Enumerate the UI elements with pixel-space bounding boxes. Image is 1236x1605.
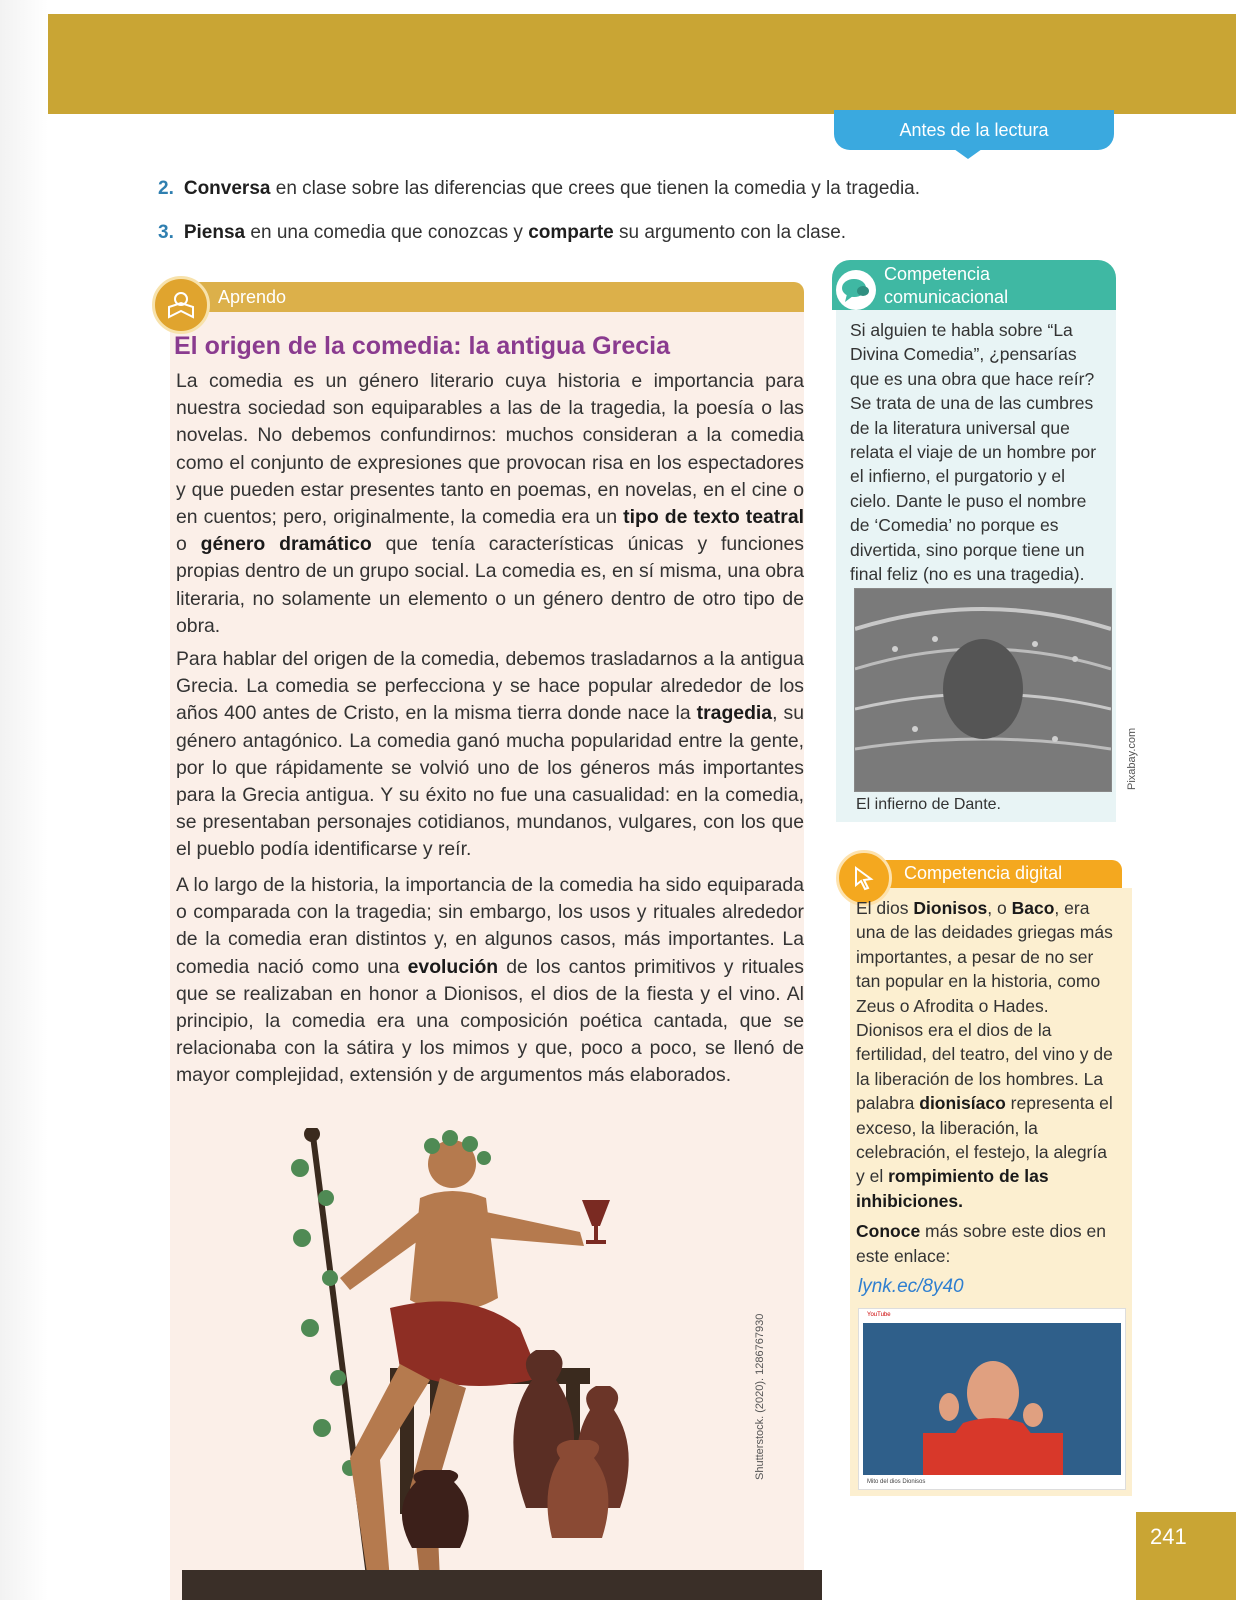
bold-term: dionisíaco	[919, 1093, 1006, 1114]
bold-term: género dramático	[200, 533, 372, 556]
text-run: más sobre este dios en este enlace:	[856, 1221, 1106, 1266]
header-title-line1: Competencia	[884, 264, 991, 284]
bold-term: Baco	[1011, 898, 1055, 918]
aprendo-label: Aprendo	[218, 287, 287, 307]
top-header-band	[48, 14, 1236, 114]
illustration-floor	[182, 1570, 822, 1600]
header-title: Competencia digital	[904, 863, 1063, 883]
video-platform-label: YouTube	[867, 1312, 891, 1318]
page-edge	[0, 0, 48, 1600]
bold-term: evolución	[407, 955, 499, 978]
conoce-line	[856, 1219, 1120, 1268]
question-text: su argumento con la clase.	[613, 222, 847, 243]
dionysus-illustration	[240, 1128, 660, 1600]
question-verb: Piensa	[183, 222, 246, 243]
speech-bubble-icon	[836, 270, 876, 310]
paragraph-1	[176, 368, 804, 640]
text-run: La comedia es un género literario cuya historia e importancia para nuestra sociedad son equiparables a las de la tragedia, la poesía o las novelas. No debemos confundirnos: muchos consideran a la comedia como el conjunto de expresiones que provocan risa en los espectadores y que pueden estar presentes tanto en poemas, en novelas, en el cine o en cuentos; pero, originalmente, la comedia era un	[176, 370, 804, 529]
reader-icon	[152, 276, 210, 334]
paragraph-3	[176, 872, 804, 1090]
competencia-comunicacional-text: Si alguien te habla sobre “La Divina Comedia”, ¿pensarías que es una obra que hace reír? Se trata de una de las cumbres de la literatura universal que relata el viaje de un hombre por el infierno, el purgatorio y el cielo. Dante le puso el nombre de ‘Comedia’ no porque es divertida, sino porque tiene un final feliz (no es una tragedia).	[850, 320, 1097, 585]
video-title: Mito del dios Dionisos	[867, 1479, 926, 1485]
dante-caption: El infierno de Dante.	[856, 796, 1001, 813]
text-run: representa el exceso, la liberación, la celebración, el festejo, la alegría y el	[856, 1093, 1113, 1187]
question-text: en clase sobre las diferencias que crees que tienen la comedia y la tragedia.	[270, 178, 921, 199]
question-2	[158, 178, 920, 200]
image-credit: Shutterstock. (2020). 1286767930	[754, 1313, 766, 1480]
video-frame	[863, 1323, 1121, 1475]
section-tab	[834, 110, 1114, 150]
question-number: 3.	[158, 222, 174, 243]
text-run: , era una de las deidades griegas más importantes, a pesar de no ser tan popular en la historia, como Zeus o Afrodita o Hades. Dionisos era el dios de la fertilidad, del teatro, del vino y de la liberación de los hombres. La palabra	[856, 898, 1113, 1114]
text-run: A lo largo de la historia, la importancia de la comedia ha sido equiparada o comparada con la tragedia; sin embargo, los usos y rituales alrededor de la comedia eran distintos y, en algunos casos, más importantes. La comedia nació como una	[176, 874, 804, 978]
bold-term: tragedia	[696, 702, 773, 725]
external-link[interactable]: lynk.ec/8y40	[858, 1276, 964, 1297]
text-run: , o	[987, 898, 1012, 918]
article-title: El origen de la comedia: la antigua Grecia	[174, 332, 670, 360]
text-run: o	[176, 533, 201, 556]
text-run: Para hablar del origen de la comedia, debemos trasladarnos a la antigua Grecia. La comedia se perfecciona y se hace popular alrededor de los años 400 antes de Cristo, en la misma tierra donde nace la	[176, 648, 804, 725]
text-run: El dios	[856, 898, 914, 918]
text-run: que tenía características únicas y funciones propias dentro de un grupo social. La comedia es, en sí misma, una obra literaria, no solamente un elemento o un género dentro de otro tipo de obra.	[176, 533, 804, 637]
text-run: de los cantos primitivos y rituales que se realizaban en honor a Dionisos, el dios de la fiesta y el vino. Al principio, la comedia era una composición poética cantada, que se relacionaba con la sátira y los mimos y que, poco a poco, se llenó de mayor complejidad, extensión y de argumentos más elaborados.	[176, 955, 805, 1087]
bold-term: Conoce	[856, 1221, 921, 1242]
section-tab-label: Antes de la lectura	[899, 119, 1049, 140]
question-verb: Conversa	[183, 178, 271, 199]
bold-term: tipo de texto teatral	[623, 506, 804, 529]
page-number: 241	[1150, 1524, 1187, 1549]
question-verb: comparte	[528, 222, 614, 243]
competencia-digital-text	[856, 896, 1120, 1268]
text-run: , su género antagónico. La comedia ganó mucha popularidad entre la gente, por lo que rápidamente se volvió uno de los géneros más importantes para la Grecia antigua. Y su éxito no fue una casualidad: en la comedia, se presentaban personajes cotidianos, mundanos, vulgares, con los que el pueblo podía identificarse y reír.	[176, 702, 804, 861]
dante-inferno-image	[854, 588, 1112, 792]
header-title-line2: comunicacional	[884, 287, 1009, 307]
bold-term: rompimiento de las inhibiciones.	[856, 1166, 1049, 1211]
question-3	[158, 222, 846, 244]
question-text: en una comedia que conozcas y	[245, 222, 529, 243]
paragraph-2	[176, 646, 804, 864]
bold-term: Dionisos	[913, 898, 988, 918]
video-thumbnail[interactable]	[858, 1308, 1126, 1490]
question-number: 2.	[158, 178, 174, 199]
image-credit: Pixabay.com	[1126, 727, 1138, 790]
competencia-digital-header	[858, 860, 1122, 888]
